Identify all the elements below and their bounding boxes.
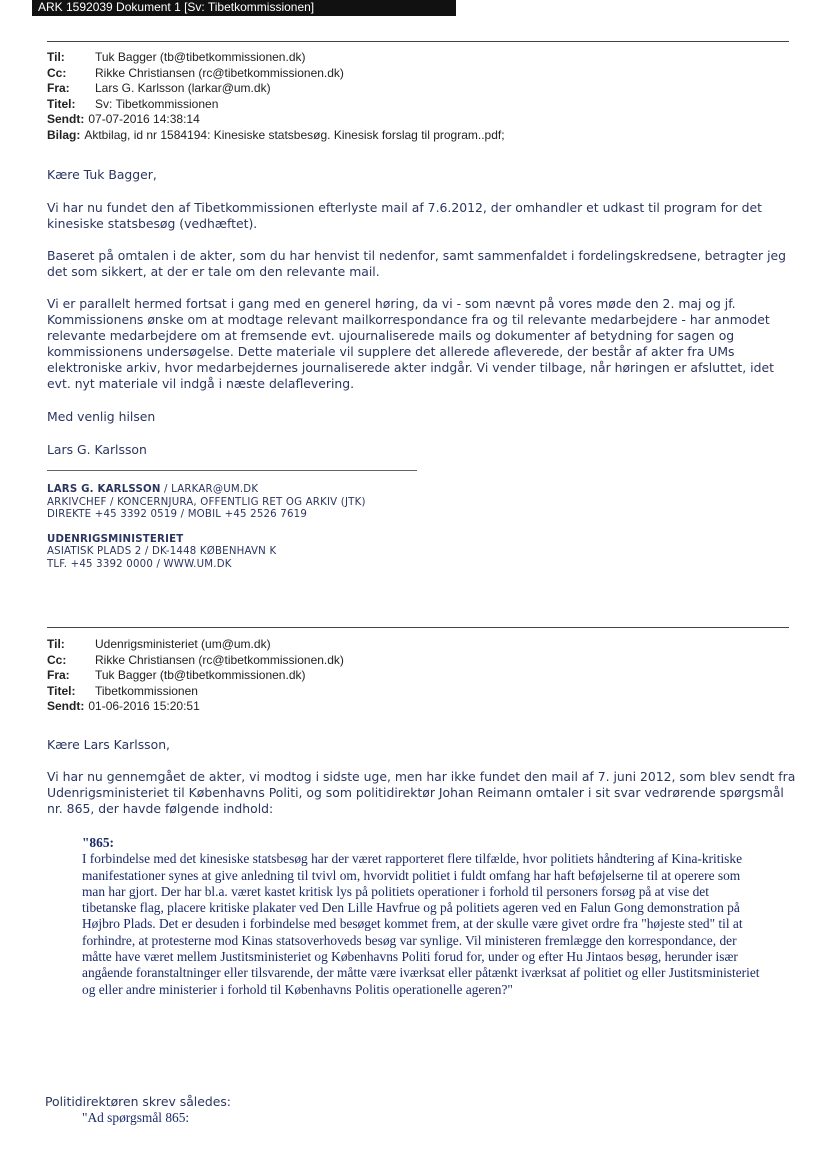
from-label: Fra:	[47, 668, 70, 683]
cc-value: Rikke Christiansen (rc@tibetkommissionen.dk)	[95, 652, 344, 667]
email1-signature-name: Lars G. Karlsson	[47, 442, 147, 457]
quote-number: "865:	[82, 835, 114, 850]
email2-header	[47, 637, 344, 715]
to-value: Udenrigsministeriet (um@um.dk)	[95, 637, 271, 651]
email1-paragraph-2: Baseret på omtalen i de akter, som du har henvist til nedenfor, samt sammenfaldet i fordelingskredsene, betragter jeg det som sikkert, at der er tale om den relevante mail.	[47, 248, 787, 279]
sent-label: Sendt:	[47, 112, 85, 127]
subject-value: Tibetkommissionen	[95, 683, 198, 698]
document-header-bar	[32, 0, 456, 16]
subject-label: Titel:	[47, 683, 76, 698]
from-value: Lars G. Karlsson (larkar@um.dk)	[95, 81, 271, 96]
to-label: Til:	[47, 50, 65, 64]
signature-block	[47, 484, 366, 571]
sent-value: 07-07-2016 14:38:14	[88, 112, 200, 127]
email1-closing: Med venlig hilsen	[47, 409, 156, 424]
from-value: Tuk Bagger (tb@tibetkommissionen.dk)	[95, 668, 306, 683]
from-label: Fra:	[47, 81, 70, 96]
email2-paragraph-3: "Ad spørgsmål 865:	[82, 1110, 190, 1125]
signature-title: ARKIVCHEF / KONCERNJURA, OFFENTLIG RET OG ARKIV (JTK)	[47, 496, 366, 508]
signature-email: / LARKAR@UM.DK	[160, 484, 259, 495]
signature-phone: DIREKTE +45 3392 0519 / MOBIL +45 2526 7619	[47, 509, 308, 520]
attachment-label: Bilag:	[47, 127, 81, 142]
quoted-question	[82, 835, 762, 998]
cc-label: Cc:	[47, 652, 67, 667]
cc-label: Cc:	[47, 65, 67, 80]
email1-paragraph-3: Vi er parallelt hermed fortsat i gang med en generel høring, da vi - som nævnt på vores møde den 2. maj og jf. Kommissionens ønske om at modtage relevant mailkorrespondance fra og til relevante medarbejdere - har anmodet relevante medarbejdere om at fremsende evt. ujournaliserede mails og dokumenter af betydning for sagen og kommissionens undersøgelse. Dette materiale vil supplere det allerede afleverede, der består af akter fra UMs elektroniske arkiv, hvor medarbejdernes journaliserede akter indgår. Vi vender tilbage, når høringen er afsluttet, idet evt. nyt materiale vil indgå i næste delaflevering.	[47, 296, 774, 391]
signature-separator	[47, 470, 417, 471]
sent-label: Sendt:	[47, 699, 85, 714]
email2-paragraph-2: Politidirektøren skrev således:	[45, 1094, 231, 1109]
signature-address: ASIATISK PLADS 2 / DK-1448 KØBENHAVN K	[47, 546, 277, 557]
attachment-value: Aktbilag, id nr 1584194: Kinesiske statsbesøg. Kinesisk forslag til program..pdf;	[84, 127, 505, 142]
sent-value: 01-06-2016 15:20:51	[88, 699, 200, 714]
subject-value: Sv: Tibetkommissionen	[95, 96, 219, 111]
signature-contact: TLF. +45 3392 0000 / WWW.UM.DK	[47, 558, 232, 570]
signature-name: LARS G. KARLSSON	[47, 484, 161, 495]
email2-greeting: Kære Lars Karlsson,	[47, 737, 170, 752]
document-header-text: ARK 1592039 Dokument 1 [Sv: Tibetkommissionen]	[38, 0, 315, 14]
email2-paragraph-1: Vi har nu gennemgået de akter, vi modtog i sidste uge, men har ikke fundet den mail af 7. juni 2012, som blev sendt fra Udenrigsministeriet til Københavns Politi, og som politidirektør Johan Reimann omtaler i sit svar vedrørende spørgsmål nr. 865, der havde følgende indhold:	[47, 769, 796, 816]
cc-value: Rikke Christiansen (rc@tibetkommissionen.dk)	[95, 65, 344, 80]
signature-organization: UDENRIGSMINISTERIET	[47, 533, 184, 545]
separator-line-2	[47, 627, 789, 628]
email1-greeting: Kære Tuk Bagger,	[47, 167, 157, 182]
subject-label: Titel:	[47, 96, 76, 111]
email1-header	[47, 50, 505, 144]
to-label: Til:	[47, 637, 65, 651]
quote-text: I forbindelse med det kinesiske statsbesøg har der været rapporteret flere tilfælde, hvor politiets håndtering af Kina-kritiske manifestationer synes at give anledning til tvivl om, hvorvidt politiet i fuldt omfang har haft beføjelserne til at operere som man har gjort. Der har bl.a. været kastet kritisk lys på politiets operationer i forhold til personers forsøg på at vise det tibetanske flag, placere kritiske plakater ved Den Lille Havfrue og på politiets ageren ved en Falun Gong demonstration på Højbro Plads. Det er desuden i forbindelse med besøget kommet frem, at der skulle være givet ordre fra "højeste sted" til at forhindre, at protesterne mod Kinas statsoverhoveds besøg var synlige. Vil ministeren fremlægge den korrespondance, der måtte have været mellem Justitsministeriet og Københavns Politi forud for, under og efter Hu Jintaos besøg, herunder især angående foranstaltninger eller tilsvarende, der måtte være iværksat eller påtænkt iværksat af politiet og eller Justitsministeriet og eller andre ministerier i forhold til Københavns Politis operationelle ageren?"	[82, 851, 760, 997]
separator-line	[47, 41, 789, 42]
to-value: Tuk Bagger (tb@tibetkommissionen.dk)	[95, 50, 306, 64]
email1-paragraph-1: Vi har nu fundet den af Tibetkommissionen efterlyste mail af 7.6.2012, der omhandler et udkast til program for det kinesiske statsbesøg (vedhæftet).	[47, 200, 762, 231]
